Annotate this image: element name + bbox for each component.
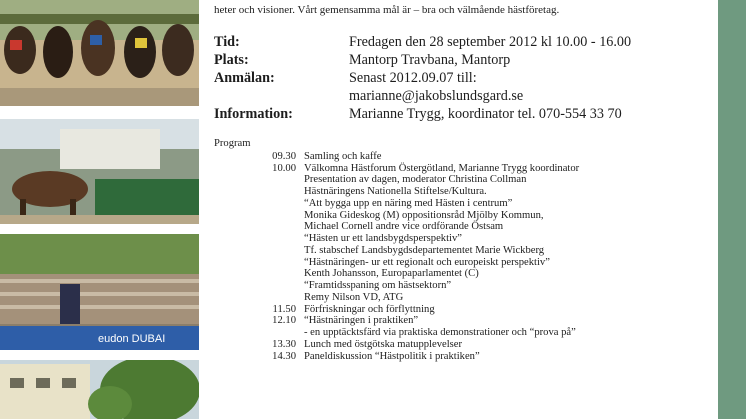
program-time xyxy=(214,257,304,269)
program-row xyxy=(214,304,714,316)
program-row xyxy=(214,351,714,363)
program-row xyxy=(214,339,714,351)
program-text: “Att bygga upp en näring med Hästen i centrum” xyxy=(304,197,513,209)
program-time xyxy=(214,221,304,233)
program-text: Förfriskningar och förflyttning xyxy=(304,303,435,315)
info-label: Plats: xyxy=(214,52,249,68)
program-time xyxy=(214,198,304,210)
program-text: Michael Cornell andre vice ordförande Östsam xyxy=(304,221,504,233)
photo-building xyxy=(0,360,199,419)
program-text: Monika Gideskog (M) oppositionsråd Mjölby Kommun, xyxy=(304,209,544,221)
info-row-registration xyxy=(214,69,714,87)
info-label: Tid: xyxy=(214,34,240,50)
program-text: Samling och kaffe xyxy=(304,150,382,162)
program-text: “Hästnäringen- ur ett regionalt och europeiskt perspektiv” xyxy=(304,256,550,268)
program-row xyxy=(214,186,714,198)
info-value: Fredagen den 28 september 2012 kl 10.00 - 16.00 xyxy=(349,34,632,50)
program-text: Paneldiskussion “Hästpolitik i praktiken” xyxy=(304,350,480,362)
info-value: Senast 2012.09.07 till: xyxy=(349,70,477,86)
program-text: Presentation av dagen, moderator Christina Collman xyxy=(304,174,527,186)
decorative-green-band xyxy=(718,0,746,419)
banner-text: eudon DUBAI xyxy=(98,333,166,345)
program-time xyxy=(214,245,304,257)
info-value: Marianne Trygg, koordinator tel. 070-554 33 70 xyxy=(349,106,622,122)
program-time xyxy=(214,174,304,186)
info-row-information xyxy=(214,105,714,123)
program-time xyxy=(214,186,304,198)
photo-trotting-race xyxy=(0,0,199,106)
program-time: 10.00 xyxy=(272,162,296,174)
program-text: “Hästnäringen i praktiken” xyxy=(304,315,419,327)
program-time: 14.30 xyxy=(272,350,296,362)
program-text: “Hästen ur ett landsbygdsperspektiv” xyxy=(304,233,462,244)
photo-crowd-grandstand xyxy=(0,234,199,350)
program-row xyxy=(214,221,714,233)
program-text: Hästnäringens Nationella Stiftelse/Kultura. xyxy=(304,186,487,197)
program-time xyxy=(214,280,304,292)
info-label: Anmälan: xyxy=(214,70,275,86)
program-text: Kenth Johansson, Europaparlamentet (C) xyxy=(304,268,479,280)
program-row xyxy=(214,163,714,175)
program-time: 13.30 xyxy=(272,338,296,350)
program-row xyxy=(214,151,714,163)
program-text: - en upptäcktsfärd via praktiska demonstrationer och “prova på” xyxy=(304,327,576,338)
program-time xyxy=(214,268,304,280)
program-row xyxy=(214,315,714,327)
event-content xyxy=(214,0,714,419)
program-time: 09.30 xyxy=(272,150,296,162)
program-row xyxy=(214,233,714,245)
program-time: 12.10 xyxy=(272,315,296,327)
info-value: Mantorp Travbana, Mantorp xyxy=(349,52,511,68)
program-row xyxy=(214,210,714,222)
program-text: Remy Nilson VD, ATG xyxy=(304,291,404,303)
program-time: 11.50 xyxy=(272,303,296,315)
program-title: Program xyxy=(214,138,251,149)
program-text: Välkomna Hästforum Östergötland, Marianne Trygg koordinator xyxy=(304,162,580,174)
program-row xyxy=(214,327,714,339)
info-row-place xyxy=(214,51,714,69)
email-link[interactable]: marianne@jakobslundsgard.se xyxy=(349,88,524,104)
info-label: Information: xyxy=(214,106,293,122)
program-text: “Framtidsspaning om hästsektorn” xyxy=(304,280,452,291)
photo-column xyxy=(0,0,199,419)
program-row xyxy=(214,257,714,269)
program-row xyxy=(214,198,714,210)
info-row-time xyxy=(214,33,714,51)
program-row xyxy=(214,174,714,186)
program-text: Tf. stabschef Landsbygdsdepartementet Marie Wickberg xyxy=(304,244,545,256)
intro-line-2: heter och visioner. Vårt gemensamma mål är – bra och välmående hästföretag. xyxy=(214,4,560,16)
program-time xyxy=(214,292,304,304)
program-row xyxy=(214,268,714,280)
program-time xyxy=(214,210,304,222)
event-info xyxy=(214,33,714,123)
info-label xyxy=(214,87,349,105)
program-time xyxy=(214,233,304,245)
program-schedule xyxy=(214,138,714,362)
program-row xyxy=(214,280,714,292)
program-time xyxy=(214,327,304,339)
program-text: Lunch med östgötska matupplevelser xyxy=(304,338,462,350)
program-row xyxy=(214,245,714,257)
info-row-email xyxy=(214,87,714,105)
program-row xyxy=(214,292,714,304)
photo-horse-stables xyxy=(0,119,199,224)
